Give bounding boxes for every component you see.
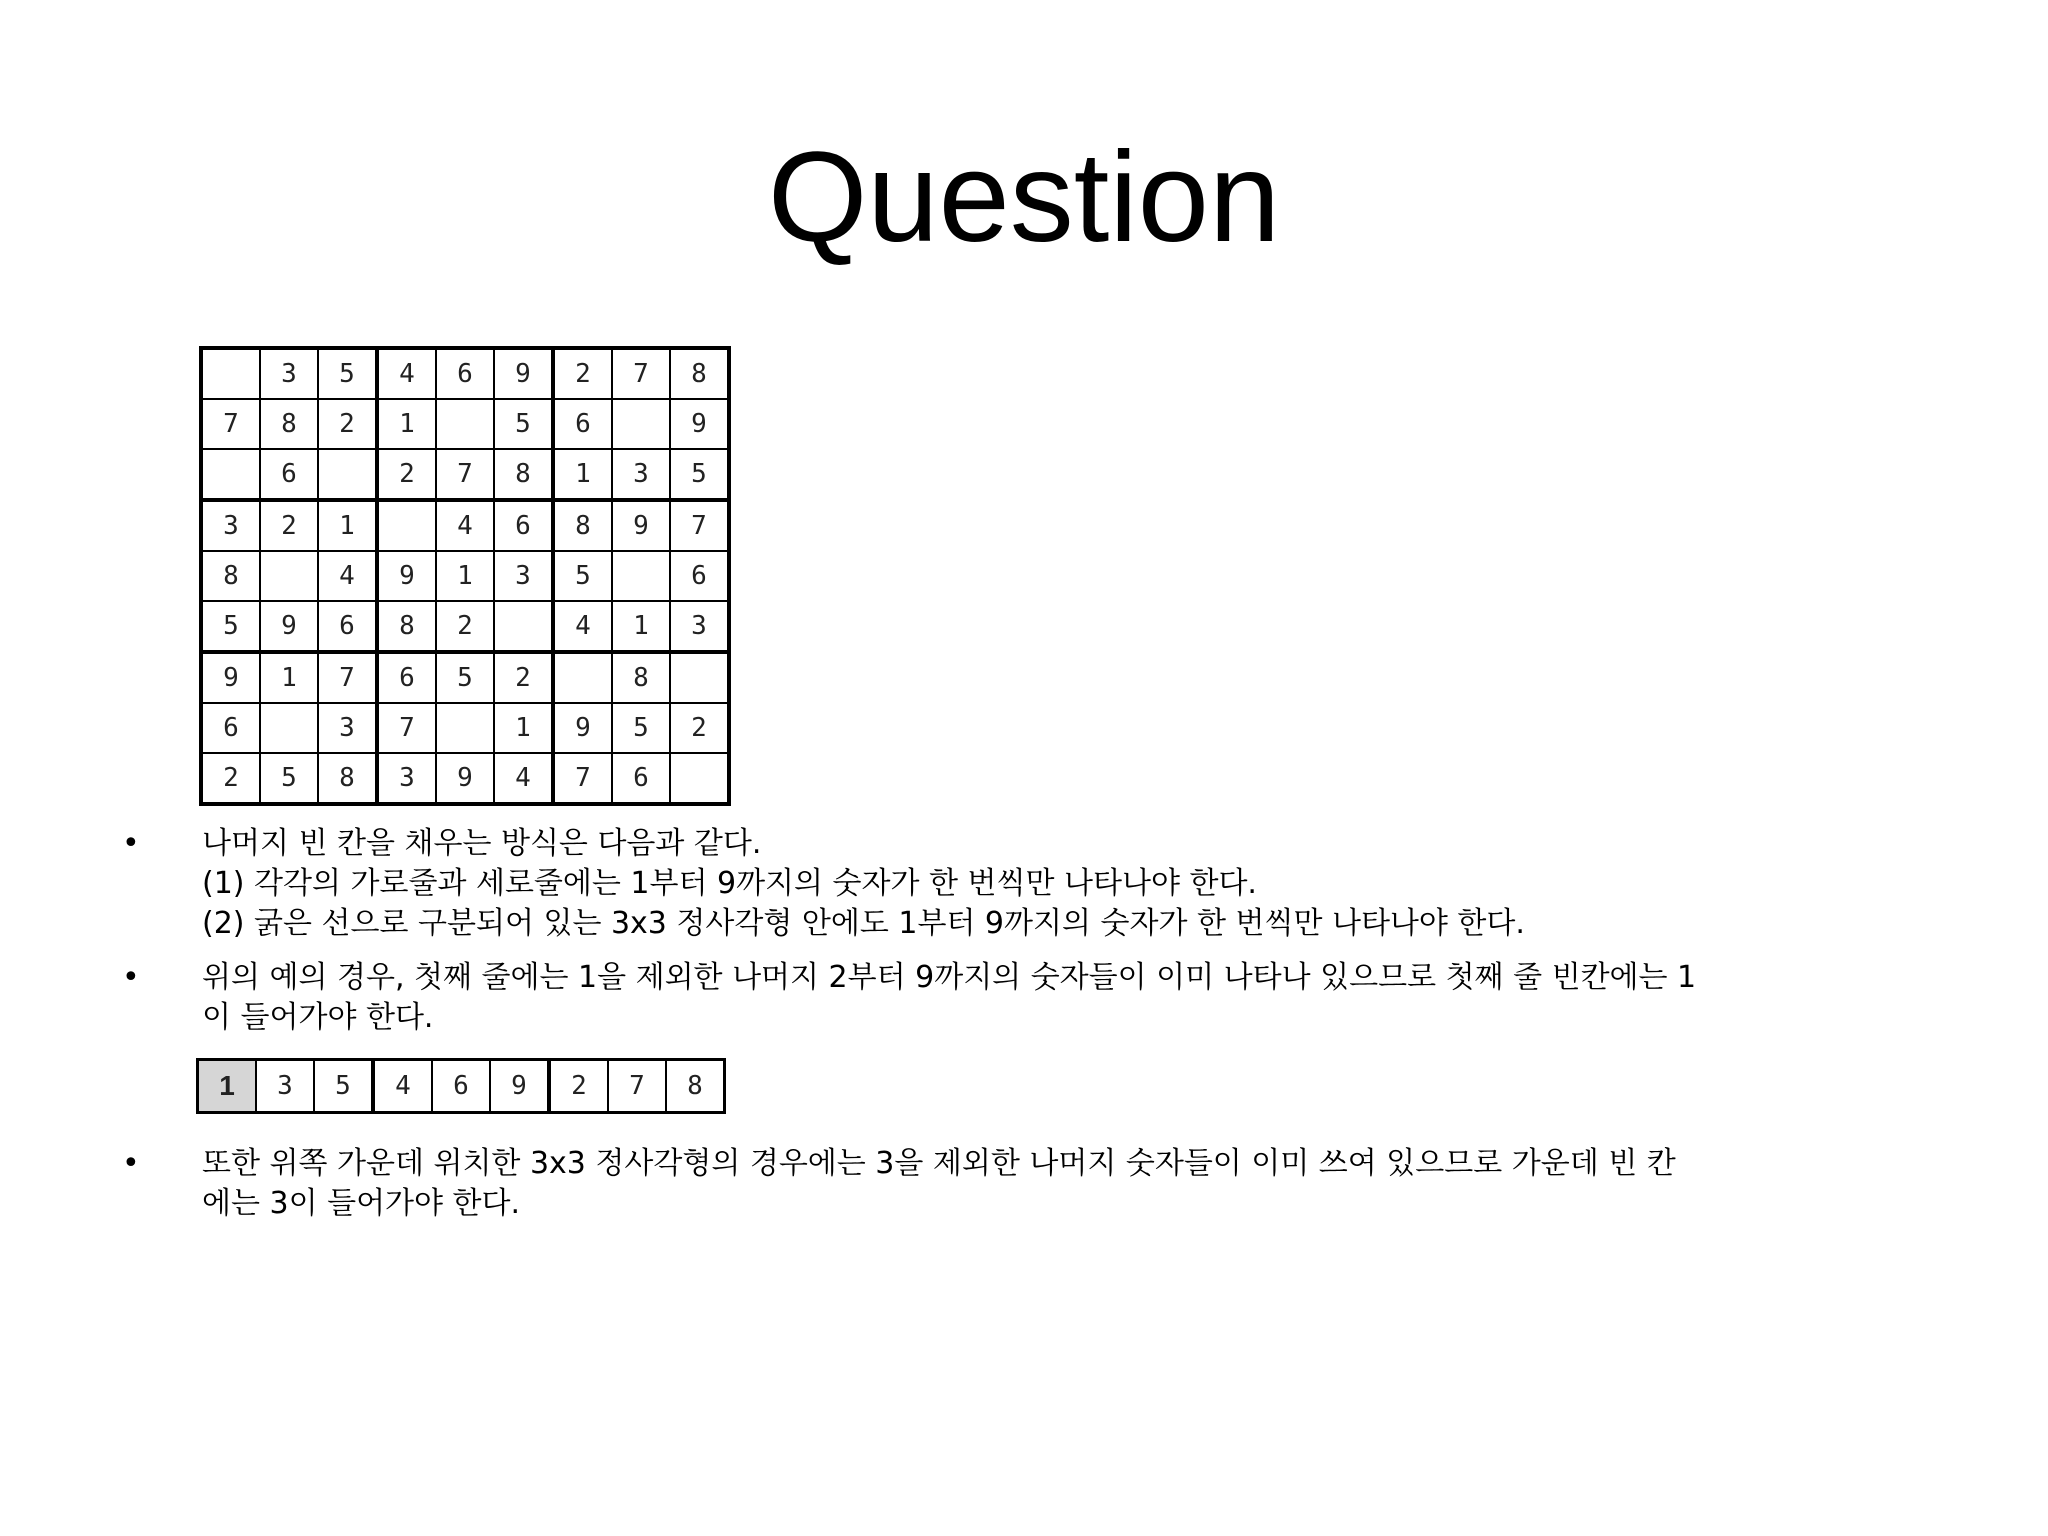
bullet-line: 나머지 빈 칸을 채우는 방식은 다음과 같다. [202, 826, 762, 861]
sudoku-cell: 4 [318, 551, 377, 601]
sudoku-row [201, 652, 729, 703]
sudoku-cell: 7 [612, 348, 670, 399]
strip-cell: 5 [314, 1060, 373, 1113]
sudoku-cell: 1 [612, 601, 670, 652]
sudoku-cell: 5 [612, 703, 670, 753]
slide-title: Question [767, 126, 1281, 269]
sudoku-cell: 7 [318, 652, 377, 703]
sudoku-cell [670, 753, 729, 804]
sudoku-cell: 8 [494, 449, 553, 500]
sudoku-cell: 8 [318, 753, 377, 804]
sudoku-cell: 7 [553, 753, 612, 804]
strip-cell: 4 [373, 1060, 432, 1113]
sudoku-cell: 9 [612, 500, 670, 551]
strip-cell: 3 [256, 1060, 314, 1113]
sudoku-cell: 2 [201, 753, 260, 804]
sudoku-cell: 6 [318, 601, 377, 652]
sudoku-cell: 8 [553, 500, 612, 551]
sudoku-cell: 9 [494, 348, 553, 399]
sudoku-cell: 6 [670, 551, 729, 601]
strip-cell: 2 [549, 1060, 608, 1113]
sudoku-cell: 9 [670, 399, 729, 449]
strip-cell: 8 [666, 1060, 725, 1113]
sudoku-cell: 6 [553, 399, 612, 449]
sudoku-cell: 1 [436, 551, 494, 601]
sudoku-row [201, 753, 729, 804]
sudoku-cell: 7 [670, 500, 729, 551]
strip-cell: 7 [608, 1060, 666, 1113]
sudoku-cell [260, 703, 318, 753]
sudoku-cell: 9 [260, 601, 318, 652]
sudoku-cell [553, 652, 612, 703]
bullet-marker: • [122, 1146, 140, 1181]
sudoku-cell: 5 [553, 551, 612, 601]
sudoku-cell: 2 [494, 652, 553, 703]
bullet-line: 이 들어가야 한다. [202, 1000, 434, 1035]
sudoku-cell: 4 [494, 753, 553, 804]
sudoku-cell [670, 652, 729, 703]
sudoku-cell: 7 [436, 449, 494, 500]
bullet-line: 에는 3이 들어가야 한다. [202, 1186, 521, 1221]
sudoku-cell: 8 [612, 652, 670, 703]
sudoku-cell: 8 [377, 601, 436, 652]
sudoku-cell [612, 551, 670, 601]
bullet-marker: • [122, 960, 140, 995]
sudoku-cell: 6 [377, 652, 436, 703]
sudoku-row [201, 399, 729, 449]
sudoku-cell: 5 [318, 348, 377, 399]
sudoku-cell: 4 [377, 348, 436, 399]
sudoku-cell: 2 [436, 601, 494, 652]
sudoku-cell [436, 703, 494, 753]
sudoku-cell: 8 [670, 348, 729, 399]
sudoku-cell: 6 [436, 348, 494, 399]
sudoku-cell: 9 [201, 652, 260, 703]
sudoku-cell: 9 [553, 703, 612, 753]
sudoku-cell [260, 551, 318, 601]
sudoku-cell [201, 449, 260, 500]
sudoku-cell: 9 [377, 551, 436, 601]
sudoku-cell: 6 [260, 449, 318, 500]
sudoku-cell: 3 [377, 753, 436, 804]
sudoku-cell: 1 [494, 703, 553, 753]
bullet-line: 또한 위쪽 가운데 위치한 3x3 정사각형의 경우에는 3을 제외한 나머지 숫자들이 이미 쓰여 있으므로 가운데 빈 칸 [202, 1146, 1676, 1181]
sudoku-cell: 3 [260, 348, 318, 399]
sudoku-row [201, 348, 729, 399]
sudoku-cell: 1 [260, 652, 318, 703]
sudoku-cell [201, 348, 260, 399]
bullet-line: 위의 예의 경우, 첫째 줄에는 1을 제외한 나머지 2부터 9까지의 숫자들이 이미 나타나 있으므로 첫째 줄 빈칸에는 1 [202, 960, 1697, 995]
sudoku-cell: 2 [553, 348, 612, 399]
sudoku-row [201, 601, 729, 652]
sudoku-cell: 2 [377, 449, 436, 500]
bullet-line: (2) 굵은 선으로 구분되어 있는 3x3 정사각형 안에도 1부터 9까지의 숫자가 한 번씩만 나타나야 한다. [202, 906, 1525, 941]
sudoku-cell: 5 [260, 753, 318, 804]
sudoku-cell: 4 [553, 601, 612, 652]
sudoku-cell: 2 [260, 500, 318, 551]
sudoku-cell [436, 399, 494, 449]
sudoku-cell: 2 [670, 703, 729, 753]
sudoku-row [201, 500, 729, 551]
first-row-solution-strip [196, 1058, 726, 1114]
sudoku-cell: 3 [612, 449, 670, 500]
sudoku-cell: 3 [201, 500, 260, 551]
sudoku-cell [318, 449, 377, 500]
sudoku-cell: 6 [201, 703, 260, 753]
strip-cell: 6 [432, 1060, 490, 1113]
sudoku-row [201, 449, 729, 500]
strip-cell: 9 [490, 1060, 549, 1113]
sudoku-row [201, 551, 729, 601]
sudoku-cell [377, 500, 436, 551]
sudoku-cell: 5 [494, 399, 553, 449]
sudoku-cell: 1 [553, 449, 612, 500]
sudoku-cell: 1 [377, 399, 436, 449]
sudoku-cell: 2 [318, 399, 377, 449]
sudoku-cell: 1 [318, 500, 377, 551]
sudoku-row [201, 703, 729, 753]
filled-answer-cell: 1 [198, 1060, 257, 1113]
sudoku-cell: 6 [494, 500, 553, 551]
sudoku-cell: 6 [612, 753, 670, 804]
bullet-line: (1) 각각의 가로줄과 세로줄에는 1부터 9까지의 숫자가 한 번씩만 나타나야 한다. [202, 866, 1257, 901]
sudoku-cell: 5 [670, 449, 729, 500]
sudoku-cell: 3 [318, 703, 377, 753]
sudoku-cell: 7 [201, 399, 260, 449]
sudoku-cell: 4 [436, 500, 494, 551]
sudoku-cell: 5 [201, 601, 260, 652]
sudoku-cell [612, 399, 670, 449]
sudoku-cell: 9 [436, 753, 494, 804]
sudoku-cell [494, 601, 553, 652]
sudoku-cell: 7 [377, 703, 436, 753]
sudoku-cell: 3 [494, 551, 553, 601]
sudoku-cell: 3 [670, 601, 729, 652]
sudoku-cell: 8 [260, 399, 318, 449]
sudoku-cell: 8 [201, 551, 260, 601]
sudoku-cell: 5 [436, 652, 494, 703]
bullet-marker: • [122, 826, 140, 861]
sudoku-grid [199, 346, 731, 806]
